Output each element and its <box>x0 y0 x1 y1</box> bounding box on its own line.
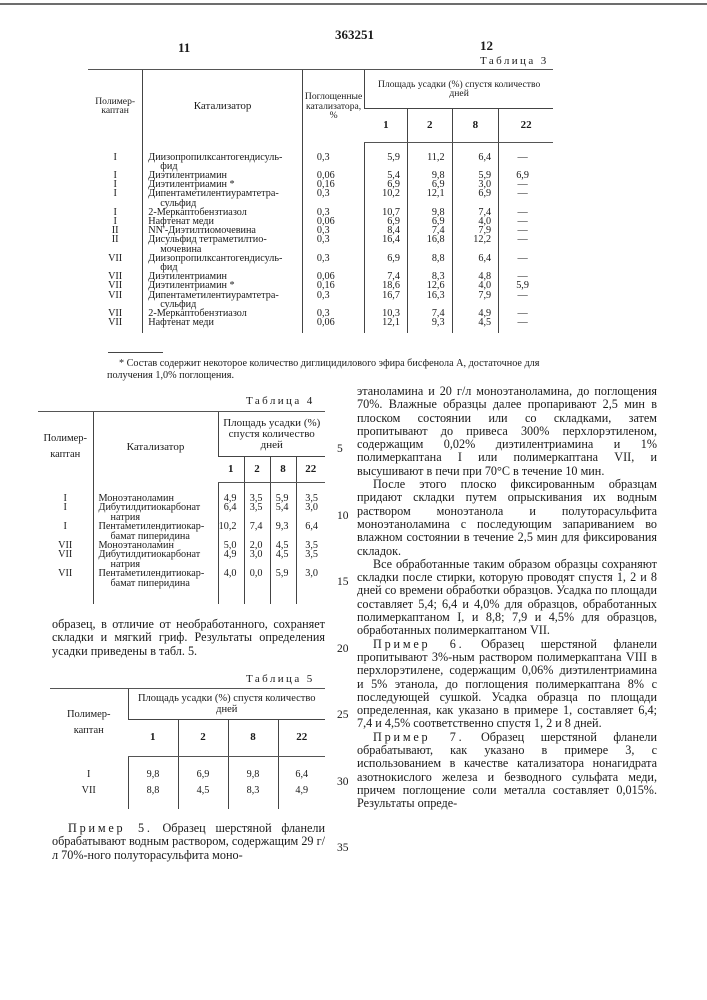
catalyst-line: натрия <box>110 511 141 523</box>
cell-catalyst <box>143 143 303 171</box>
header-day: 8 <box>270 457 296 483</box>
header-day: 1 <box>365 109 408 143</box>
cell-catalyst <box>93 569 218 604</box>
cell-shrinkage-d8: 5,9 <box>270 483 296 504</box>
patent-number: 363251 <box>335 27 374 42</box>
table3-caption: Таблица 3 <box>480 55 549 67</box>
left-column-example5 <box>52 822 325 862</box>
cell-shrinkage-d8: 8,3 <box>228 783 278 809</box>
cell-absorbed: 0,3 <box>302 235 364 253</box>
cell-polymercaptan: VII <box>108 271 123 283</box>
table-row <box>50 783 325 809</box>
cell-shrinkage-d2: 6,9 <box>407 217 452 226</box>
header-day: 22 <box>499 109 553 143</box>
header-polymercaptan: Полимер-каптан <box>88 70 143 143</box>
header-day: 2 <box>407 109 452 143</box>
cell-polymercaptan: VII <box>108 317 123 329</box>
catalyst-line: Диэтилентриамин * <box>148 280 235 292</box>
paragraph: образец, в отличие от необработанного, сохраняет складки и мягкий гриф. Результаты определения усадки приведены в табл. 5. <box>52 617 325 658</box>
cell-shrinkage-d2: 7,4 <box>407 309 452 318</box>
cell-shrinkage-d2: 6,9 <box>407 180 452 189</box>
cell-absorbed: 0,06 <box>302 272 364 281</box>
table-row <box>38 503 325 522</box>
catalyst-line: Диизопропилксантогендисуль- <box>148 151 283 163</box>
line-number: 5 <box>337 443 343 455</box>
cell-polymercaptan: VII <box>108 307 123 319</box>
cell-shrinkage-d1: 6,9 <box>365 180 408 189</box>
cell-absorbed: 0,16 <box>302 281 364 290</box>
table4-caption: Таблица 4 <box>246 395 315 407</box>
cell-shrinkage-d22: 3,5 <box>296 550 325 569</box>
cell-absorbed: 0,3 <box>302 291 364 309</box>
cell-absorbed: 0,3 <box>302 208 364 217</box>
catalyst-line: фид <box>160 160 178 172</box>
table-row <box>50 757 325 784</box>
cell-shrinkage-d2: 8,8 <box>407 254 452 272</box>
cell-shrinkage-d22: 3,0 <box>296 569 325 604</box>
cell-shrinkage-d1: 6,9 <box>365 254 408 272</box>
cell-shrinkage-d22: — <box>499 235 553 253</box>
table-row <box>88 291 553 309</box>
cell-shrinkage-d22: — <box>499 291 553 309</box>
cell-shrinkage-d8: 12,2 <box>452 235 499 253</box>
cell-shrinkage-d8: 9,3 <box>270 522 296 541</box>
cell-shrinkage-d8: 4,0 <box>452 281 499 290</box>
cell-shrinkage-d2: 4,5 <box>178 783 228 809</box>
header-day: 8 <box>452 109 499 143</box>
cell-shrinkage-d1: 16,7 <box>365 291 408 309</box>
cell-shrinkage-d8: 4,9 <box>452 309 499 318</box>
catalyst-line: 2-Меркаптобензтиазол <box>148 307 247 319</box>
cell-shrinkage-d2: 3,5 <box>244 483 270 504</box>
cell-polymercaptan: VII <box>108 280 123 292</box>
cell-polymercaptan: VII <box>81 785 96 796</box>
cell-absorbed: 0,3 <box>302 309 364 318</box>
line-number: 35 <box>337 842 349 854</box>
catalyst-line: Пентаметилендитиокар- <box>98 568 205 580</box>
cell-shrinkage-d22: — <box>499 309 553 318</box>
scan-top-border <box>0 3 707 5</box>
example-label: Пример 5. <box>68 821 153 835</box>
header-day: 2 <box>178 720 228 757</box>
cell-shrinkage-d8: 4,0 <box>452 217 499 226</box>
footnote-rule <box>108 352 163 353</box>
cell-shrinkage-d2: 8,3 <box>407 272 452 281</box>
catalyst-line: NN'-Диэтилтиомочевина <box>148 225 256 237</box>
header-absorbed: Поглощенные катализатора, % <box>302 70 364 143</box>
cell-shrinkage-d2: 16,3 <box>407 291 452 309</box>
catalyst-line: бамат пиперидина <box>110 530 190 542</box>
cell-catalyst <box>143 254 303 272</box>
cell-polymercaptan: I <box>63 521 67 533</box>
cell-shrinkage-d2: 6,9 <box>178 757 228 784</box>
cell-polymercaptan: VII <box>58 549 73 561</box>
cell-shrinkage-d22: 6,4 <box>278 757 325 784</box>
cell-shrinkage-d2: 11,2 <box>407 143 452 171</box>
cell-shrinkage-d2: 7,4 <box>244 522 270 541</box>
paragraph: После этого плоско фиксированным образцам придают складки путем опрыскивания их водным раствором моноэтанола и полуторасульфита моноэтаноламина с последующим запариванием во влажном состоянии в течение 2,5 мин для фиксирования складок. <box>357 477 657 558</box>
cell-shrinkage-d8: 4,5 <box>270 541 296 550</box>
example-label: Пример 7. <box>373 729 465 744</box>
cell-shrinkage-d8: 5,9 <box>270 569 296 604</box>
catalyst-line: Диэтилентриамин <box>148 169 228 181</box>
header-day: 8 <box>228 720 278 757</box>
cell-shrinkage-d2: 9,8 <box>407 171 452 180</box>
cell-absorbed: 0,06 <box>302 217 364 226</box>
table-row <box>88 189 553 207</box>
cell-shrinkage-d2: 7,4 <box>407 226 452 235</box>
cell-shrinkage-d1: 5,9 <box>365 143 408 171</box>
header-catalyst: Катализатор <box>143 70 303 143</box>
header-polymercaptan: Полимер-каптан <box>38 412 93 483</box>
cell-polymercaptan: I <box>113 169 117 181</box>
cell-polymercaptan: II <box>111 225 119 237</box>
table-row <box>88 254 553 272</box>
example-text: Образец шерстяной фланели пропитывают 3%-ным раствором полимеркаптана VIII в перхлорэтилене, содержащим 0,06% диэтилентриамина и 5% этанола, до поглощения полимеркаптана 8% с последующей сушкой. Усадка образца по площади определенная, как указано в примере 1, составляет 6,4; 7,4 и 4,5% соответственно спустя 1, 2 и 8 дней. <box>357 636 657 731</box>
header-shrinkage: Площадь усадки (%) спустя количество дней <box>128 689 325 720</box>
cell-polymercaptan: I <box>113 206 117 218</box>
cell-shrinkage-d2: 2,0 <box>244 541 270 550</box>
header-shrinkage: Площадь усадки (%) спустя количество дней <box>365 70 553 109</box>
table-row <box>88 318 553 333</box>
cell-absorbed: 0,3 <box>302 226 364 235</box>
catalyst-line: Дипентаметилентиурамтетра- <box>148 289 279 301</box>
cell-shrinkage-d8: 9,8 <box>228 757 278 784</box>
cell-shrinkage-d8: 4,5 <box>270 550 296 569</box>
cell-shrinkage-d8: 6,4 <box>452 143 499 171</box>
cell-polymercaptan: VII <box>58 540 73 552</box>
table-row <box>38 483 325 504</box>
cell-shrinkage-d22: — <box>499 226 553 235</box>
cell-polymercaptan: II <box>111 234 119 246</box>
catalyst-line: Моноэтаноламин <box>98 492 174 504</box>
cell-shrinkage-d22: 4,9 <box>278 783 325 809</box>
catalyst-line: Дисульфид тетраметилтио- <box>148 234 267 246</box>
page-number-right: 12 <box>480 38 493 53</box>
catalyst-line: Моноэтаноламин <box>98 540 174 552</box>
cell-shrinkage-d2: 12,1 <box>407 189 452 207</box>
catalyst-line: фид <box>160 261 178 273</box>
cell-shrinkage-d2: 3,0 <box>244 550 270 569</box>
catalyst-line: Пентаметилендитиокар- <box>98 521 205 533</box>
example-label: Пример 6. <box>373 636 465 651</box>
catalyst-line: сульфид <box>160 197 197 209</box>
catalyst-line: бамат пиперидина <box>110 577 190 589</box>
table-5 <box>50 688 325 809</box>
cell-shrinkage-d8: 5,4 <box>270 503 296 522</box>
cell-shrinkage-d22: — <box>499 208 553 217</box>
cell-shrinkage-d1: 18,6 <box>365 281 408 290</box>
cell-shrinkage-d1: 7,4 <box>365 272 408 281</box>
cell-shrinkage-d1: 4,9 <box>218 550 244 569</box>
cell-absorbed: 0,3 <box>302 189 364 207</box>
cell-polymercaptan: VII <box>108 289 123 301</box>
catalyst-line: Дибутилдитиокарбонат <box>98 502 201 514</box>
cell-shrinkage-d2: 16,8 <box>407 235 452 253</box>
cell-polymercaptan: I <box>113 188 117 200</box>
catalyst-line: Диизопропилксантогендисуль- <box>148 252 283 264</box>
cell-shrinkage-d22: — <box>499 318 553 333</box>
catalyst-line: Диэтилентриамин <box>148 271 228 283</box>
cell-shrinkage-d1: 4,9 <box>218 483 244 504</box>
cell-shrinkage-d22: 3,0 <box>296 503 325 522</box>
right-column-text <box>357 385 657 811</box>
header-day: 1 <box>128 720 178 757</box>
cell-shrinkage-d8: 6,4 <box>452 254 499 272</box>
catalyst-line: сульфид <box>160 298 197 310</box>
cell-shrinkage-d1: 10,3 <box>365 309 408 318</box>
cell-shrinkage-d1: 5,0 <box>218 541 244 550</box>
catalyst-line: Нафтенат меди <box>148 317 214 329</box>
cell-shrinkage-d1: 10,2 <box>218 522 244 541</box>
cell-shrinkage-d1: 8,8 <box>128 783 178 809</box>
table-4 <box>38 411 325 604</box>
cell-shrinkage-d8: 7,4 <box>452 208 499 217</box>
cell-shrinkage-d22: — <box>499 254 553 272</box>
cell-polymercaptan: I <box>87 768 91 780</box>
table3-footnote: * Состав содержит некоторое количество диглицидилового эфира бисфенола А, достаточное для получения 1,0% поглощения. <box>107 358 540 381</box>
cell-shrinkage-d8: 4,8 <box>452 272 499 281</box>
cell-catalyst <box>143 291 303 309</box>
example-text: Образец шерстяной фланели обрабатывают, как указано в примере 3, с использованием в качестве катализатора нонагидрата азотнокислого железа и безводного сульфата меди, причем поглощение соли металла составляет 0,015%. Результаты опреде- <box>357 729 657 811</box>
cell-absorbed: 0,3 <box>302 143 364 171</box>
cell-catalyst <box>93 550 218 569</box>
cell-catalyst <box>93 522 218 541</box>
catalyst-line: мочевина <box>160 243 202 255</box>
table5-caption: Таблица 5 <box>246 673 315 685</box>
paragraph: этаноламина и 20 г/л моноэтаноламина, до поглощения 70%. Влажные образцы далее пропаривают 2,5 мин в плоском состоянии или со складками, затем пропитывают до привеса 300% перхлорэтиленом, содержащим 0,02% диэтилентриамина и 1% полимеркаптана I или полимеркаптана VII, и высушивают в печи при 70°С в течение 10 мин. <box>357 384 657 478</box>
cell-catalyst <box>93 483 218 504</box>
paragraph: Все обработанные таким образом образцы сохраняют складки после стирки, которую проводят спустя 1, 2 и 8 дней со времени обработки образцов. Усадка по площади составляет 5,4; 6,4 и 4,0% для образцов, обработанных полимеркаптаном I, и 8,8; 7,9 и 4,5% для образцов, обработанных полимеркаптаном VII. <box>357 556 657 638</box>
cell-absorbed: 0,06 <box>302 318 364 333</box>
cell-catalyst <box>93 503 218 522</box>
cell-shrinkage-d8: 7,9 <box>452 291 499 309</box>
cell-shrinkage-d22: — <box>499 189 553 207</box>
cell-absorbed: 0,3 <box>302 254 364 272</box>
cell-shrinkage-d8: 7,9 <box>452 226 499 235</box>
cell-absorbed: 0,06 <box>302 171 364 180</box>
cell-shrinkage-d1: 6,4 <box>218 503 244 522</box>
cell-shrinkage-d1: 5,4 <box>365 171 408 180</box>
cell-polymercaptan: I <box>113 179 117 191</box>
header-day: 22 <box>278 720 325 757</box>
table-row <box>38 569 325 604</box>
cell-shrinkage-d2: 12,6 <box>407 281 452 290</box>
cell-polymercaptan: VII <box>58 568 73 580</box>
cell-shrinkage-d8: 4,5 <box>452 318 499 333</box>
cell-polymercaptan: I <box>63 502 67 514</box>
cell-polymercaptan: VII <box>108 252 123 264</box>
cell-shrinkage-d22: 3,5 <box>296 541 325 550</box>
table-3 <box>88 69 553 333</box>
header-day: 22 <box>296 457 325 483</box>
line-number: 20 <box>337 643 349 655</box>
cell-absorbed: 0,16 <box>302 180 364 189</box>
catalyst-line: Дипентаметилентиурамтетра- <box>148 188 279 200</box>
cell-shrinkage-d22: 6,4 <box>296 522 325 541</box>
cell-shrinkage-d1: 10,7 <box>365 208 408 217</box>
cell-shrinkage-d22: — <box>499 217 553 226</box>
cell-shrinkage-d2: 0,0 <box>244 569 270 604</box>
cell-catalyst <box>143 235 303 253</box>
line-number: 15 <box>337 576 349 588</box>
cell-shrinkage-d1: 16,4 <box>365 235 408 253</box>
cell-shrinkage-d1: 4,0 <box>218 569 244 604</box>
cell-shrinkage-d22: — <box>499 180 553 189</box>
catalyst-line: натрия <box>110 558 141 570</box>
left-column-text <box>52 618 325 658</box>
cell-shrinkage-d1: 8,4 <box>365 226 408 235</box>
cell-catalyst <box>143 189 303 207</box>
catalyst-line: Нафтенат меди <box>148 215 214 227</box>
table-row <box>38 550 325 569</box>
cell-polymercaptan: I <box>113 215 117 227</box>
table-row <box>88 235 553 253</box>
line-number: 30 <box>337 776 349 788</box>
table-row <box>38 522 325 541</box>
cell-shrinkage-d2: 9,3 <box>407 318 452 333</box>
header-polymercaptan: Полимер-каптан <box>50 689 128 757</box>
cell-shrinkage-d8: 5,9 <box>452 171 499 180</box>
header-catalyst: Катализатор <box>93 412 218 483</box>
cell-shrinkage-d2: 9,8 <box>407 208 452 217</box>
paragraph-example6 <box>357 638 657 731</box>
line-number: 25 <box>337 709 349 721</box>
cell-shrinkage-d8: 6,9 <box>452 189 499 207</box>
line-number: 10 <box>337 510 349 522</box>
cell-shrinkage-d1: 12,1 <box>365 318 408 333</box>
header-shrinkage: Площадь усадки (%) спустя количество дней <box>218 412 325 457</box>
cell-shrinkage-d1: 9,8 <box>128 757 178 784</box>
cell-shrinkage-d1: 10,2 <box>365 189 408 207</box>
cell-shrinkage-d22: — <box>499 143 553 171</box>
cell-shrinkage-d22: 6,9 <box>499 171 553 180</box>
example-text: Образец шерстяной фланели обрабатывают водным раствором, содержащим 29 г/л 70%-ного полуторасульфита моно- <box>52 821 325 862</box>
catalyst-line: Диэтилентриамин * <box>148 179 235 191</box>
header-day: 1 <box>218 457 244 483</box>
cell-polymercaptan: I <box>63 492 67 504</box>
catalyst-line: 2-Меркаптобензтиазол <box>148 206 247 218</box>
cell-shrinkage-d22: — <box>499 272 553 281</box>
cell-shrinkage-d22: 5,9 <box>499 281 553 290</box>
paragraph-example7 <box>357 731 657 811</box>
cell-shrinkage-d22: 3,5 <box>296 483 325 504</box>
paragraph-example5 <box>52 822 325 862</box>
page-number-left: 11 <box>178 40 191 55</box>
cell-polymercaptan: I <box>113 151 117 163</box>
catalyst-line: Дибутилдитиокарбонат <box>98 549 201 561</box>
header-day: 2 <box>244 457 270 483</box>
table-row <box>88 143 553 171</box>
cell-shrinkage-d8: 3,0 <box>452 180 499 189</box>
cell-shrinkage-d2: 3,5 <box>244 503 270 522</box>
cell-catalyst <box>143 318 303 333</box>
cell-shrinkage-d1: 6,9 <box>365 217 408 226</box>
